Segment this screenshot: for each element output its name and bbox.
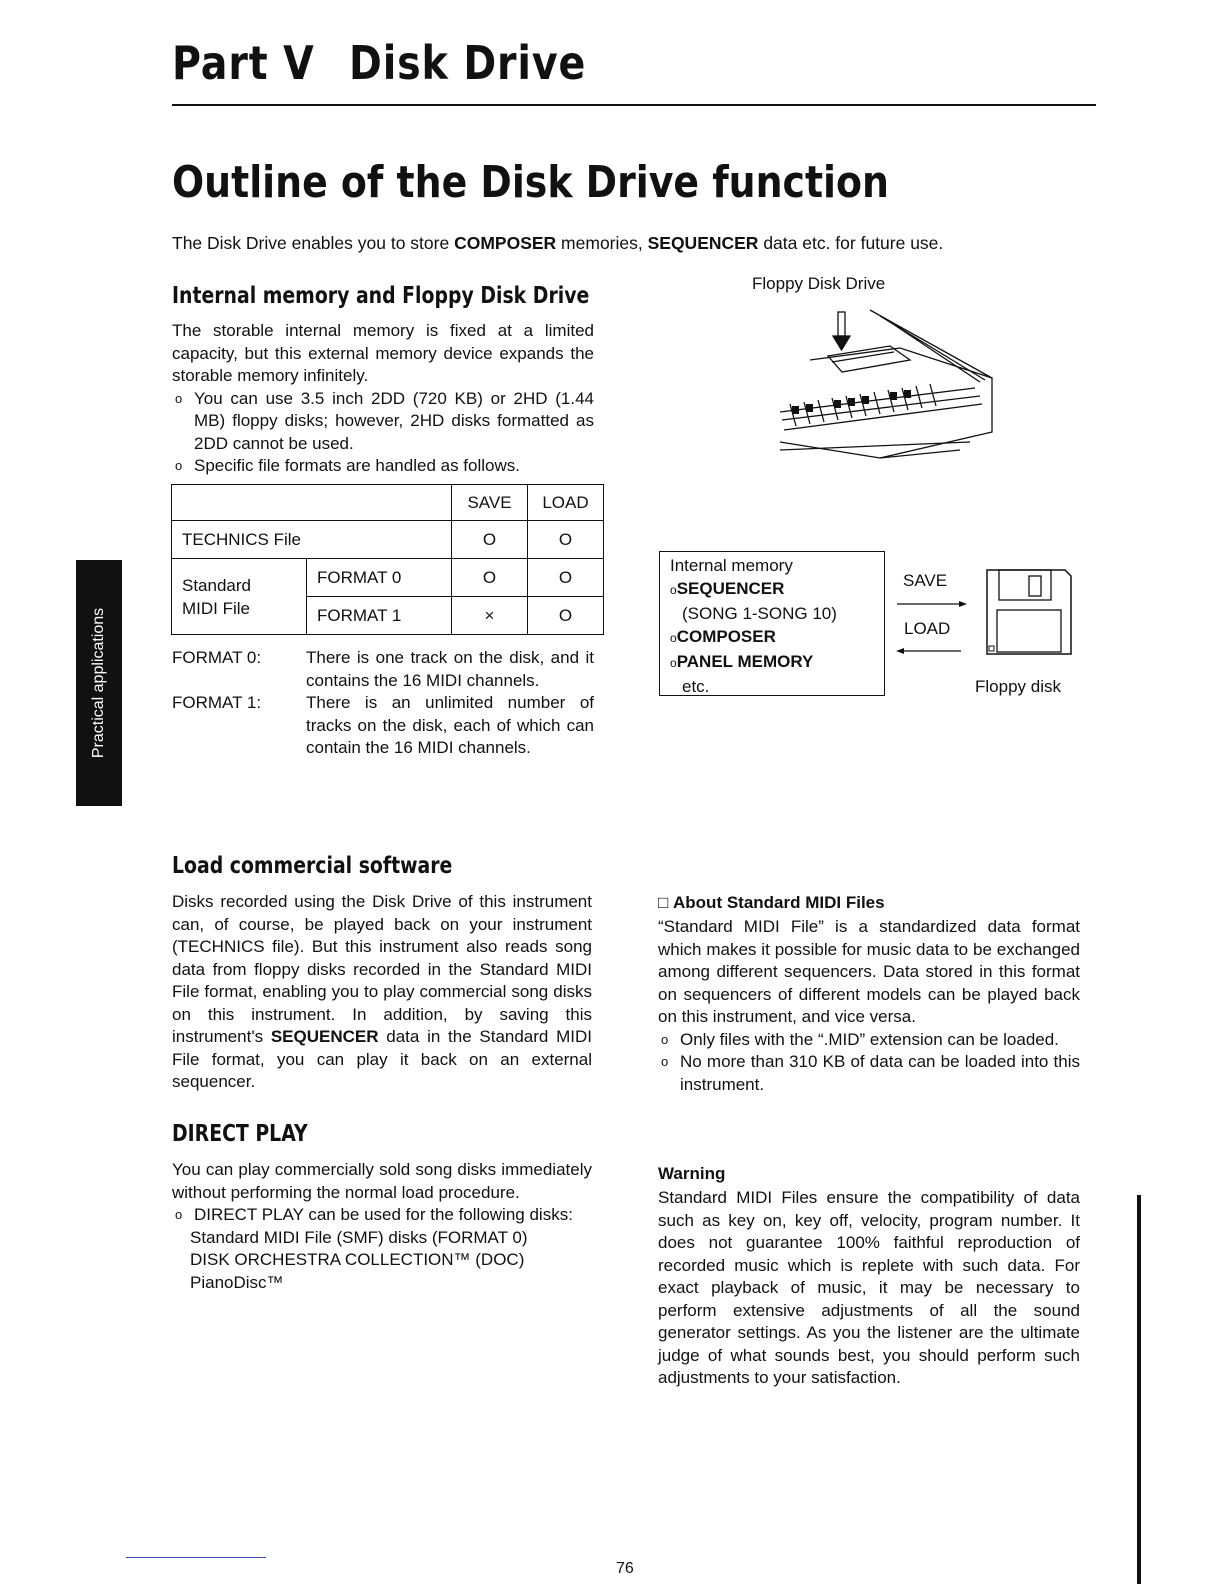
load-text: Disks recorded using the Disk Drive of this instrument can, of course, be played back on your instrument (TECHNICS file). But this instrument also reads song data from floppy disks recorded in the Standard MIDI File format, enabling you to play commercial song disks on this instrument. In addition, by saving this instrument's <box>172 892 592 1046</box>
warning-paragraph: Standard MIDI Files ensure the compatibility of data such as key on, key off, velocity, program number. It does not guarantee 100% faithful reproduction of recorded music which is replete with such data. For exact playback of music, it may be necessary to perform extensive adjustments of all the sound generator settings. As you the listener are the ultimate judge of what sounds best, you should perform such adjustments to your satisfaction. <box>658 1188 1080 1387</box>
floppy-disk-icon <box>985 568 1073 658</box>
internal-memory-heading: Internal memory and Floppy Disk Drive <box>172 283 590 309</box>
row-label-technics: TECHNICS File <box>172 521 452 559</box>
right-arrow-icon <box>959 601 967 607</box>
row-label-smf <box>172 559 307 635</box>
bullet-icon: o <box>670 656 677 670</box>
table-corner <box>172 485 452 521</box>
part-number: Part V <box>172 36 315 90</box>
black-key <box>834 400 841 408</box>
format-definitions <box>172 647 594 760</box>
memory-item-panel <box>670 650 884 675</box>
save-label: SAVE <box>903 571 948 590</box>
internal-memory-text <box>172 320 594 478</box>
bullet-icon: o <box>670 631 677 645</box>
bullet-text: No more than 310 KB of data can be loaded into this instrument. <box>680 1052 1080 1094</box>
intro-part: memories, <box>556 233 648 253</box>
load-software-text <box>172 891 592 1094</box>
bullet-icon: o <box>661 1054 669 1069</box>
intro-bold: SEQUENCER <box>647 233 759 253</box>
memory-item-sub: (SONG 1-SONG 10) <box>682 604 837 623</box>
about-smf-heading <box>658 893 885 913</box>
black-key <box>904 390 911 398</box>
floppy-disk-label: Floppy disk <box>975 677 1061 696</box>
memory-box-title: Internal memory <box>670 556 793 575</box>
list-item <box>658 1051 1080 1096</box>
row-label-format1: FORMAT 1 <box>307 597 452 635</box>
black-key <box>792 406 799 414</box>
part-title <box>172 36 586 90</box>
memory-item-label: SEQUENCER <box>676 579 785 598</box>
definition-desc: There is one track on the disk, and it contains the 16 MIDI channels. <box>306 648 594 690</box>
bullet-text: DIRECT PLAY can be used for the following disks: <box>194 1205 573 1224</box>
bullet-icon: o <box>175 458 183 473</box>
smf-label: Standard MIDI File <box>182 575 251 618</box>
intro-text <box>172 233 943 254</box>
definition-term: FORMAT 0: <box>172 648 262 667</box>
cell-format1-save: × <box>452 597 528 635</box>
direct-paragraph: You can play commercially sold song disks immediately without performing the normal load procedure. <box>172 1160 592 1202</box>
row-label-format0: FORMAT 0 <box>307 559 452 597</box>
bullet-icon: o <box>670 583 677 597</box>
bullet-icon: o <box>661 1031 669 1047</box>
intro-part: data etc. for future use. <box>758 233 944 253</box>
down-arrow-icon <box>833 336 850 350</box>
header-rule <box>172 104 1096 106</box>
direct-play-heading: DIRECT PLAY <box>172 1121 308 1147</box>
disk-list <box>172 1227 592 1295</box>
floppy-drive-illustration <box>770 300 1010 470</box>
cell-technics-load: O <box>528 521 604 559</box>
footnote-line <box>126 1557 266 1558</box>
memory-item-label: COMPOSER <box>676 627 776 646</box>
black-key <box>862 396 869 404</box>
about-smf-text <box>658 916 1080 1096</box>
bullet-icon: o <box>175 1207 183 1222</box>
load-label: LOAD <box>904 619 951 638</box>
memory-item-label: PANEL MEMORY <box>676 652 814 671</box>
definition-term: FORMAT 1: <box>172 693 262 712</box>
load-paragraph <box>172 891 592 1094</box>
direct-play-text <box>172 1159 592 1294</box>
load-text-end: data in the Standard MIDI File format, you can play it back on an external sequencer. <box>172 1027 592 1091</box>
black-key <box>806 404 813 412</box>
list-item <box>172 455 594 478</box>
bullet-text: You can use 3.5 inch 2DD (720 KB) or 2HD (1.44 MB) floppy disks; however, 2HD disks formatted as 2DD cannot be used. <box>194 388 594 453</box>
definition-row <box>172 692 594 760</box>
bullet-text: Specific file formats are handled as follows. <box>194 456 520 475</box>
arrow-shaft <box>838 312 845 336</box>
internal-paragraph: The storable internal memory is fixed at a limited capacity, but this external memory device expands the storable memory infinitely. <box>172 321 594 385</box>
cell-format0-load: O <box>528 559 604 597</box>
black-key <box>848 398 855 406</box>
memory-item-composer <box>670 625 884 650</box>
warning-text <box>658 1187 1080 1390</box>
file-format-table <box>171 484 604 635</box>
black-key <box>890 392 897 400</box>
checkbox-icon: □ <box>658 893 669 912</box>
page-edge-bar <box>1137 1195 1141 1584</box>
list-item <box>658 1029 1080 1052</box>
about-heading-text: About Standard MIDI Files <box>673 893 885 912</box>
bullet-icon: o <box>175 390 183 406</box>
warning-heading: Warning <box>658 1164 726 1183</box>
intro-part: The Disk Drive enables you to store <box>172 233 455 253</box>
disk-list-item: Standard MIDI File (SMF) disks (FORMAT 0) <box>190 1227 528 1247</box>
disk-list-item: DISK ORCHESTRA COLLECTION™ (DOC) <box>190 1250 525 1269</box>
page-number: 76 <box>616 1560 634 1577</box>
list-item <box>172 1204 592 1227</box>
list-item <box>172 388 594 456</box>
cell-format1-load: O <box>528 597 604 635</box>
drive-slot <box>828 346 910 372</box>
load-software-heading: Load commercial software <box>172 853 453 879</box>
load-bold: SEQUENCER <box>270 1027 379 1046</box>
transfer-arrows <box>893 596 973 658</box>
side-tab-label: Practical applications <box>90 607 107 759</box>
page-title: Outline of the Disk Drive function <box>172 157 889 208</box>
about-paragraph: “Standard MIDI File” is a standardized data format which makes it possible for music data to be exchanged among different sequencers. Data stored in this format on sequencers of different models can be played back on this instrument, and vice versa. <box>658 917 1080 1026</box>
col-header-load: LOAD <box>528 485 604 521</box>
memory-item-sequencer <box>670 577 884 602</box>
cell-technics-save: O <box>452 521 528 559</box>
memory-item-etc: etc. <box>682 677 710 696</box>
illustration-caption: Floppy Disk Drive <box>752 274 886 293</box>
left-arrow-icon <box>896 648 904 654</box>
col-header-save: SAVE <box>452 485 528 521</box>
side-tab <box>76 560 122 806</box>
intro-bold: COMPOSER <box>454 233 557 253</box>
base-lines <box>780 442 970 458</box>
cell-format0-save: O <box>452 559 528 597</box>
definition-desc: There is an unlimited number of tracks on the disk, each of which can contain the 16 MIDI channels. <box>306 693 594 757</box>
part-topic: Disk Drive <box>348 36 587 90</box>
disk-list-item: PianoDisc™ <box>190 1272 284 1292</box>
internal-memory-box <box>659 551 885 696</box>
bullet-text: Only files with the “.MID” extension can be loaded. <box>680 1029 1059 1049</box>
definition-row <box>172 647 594 692</box>
